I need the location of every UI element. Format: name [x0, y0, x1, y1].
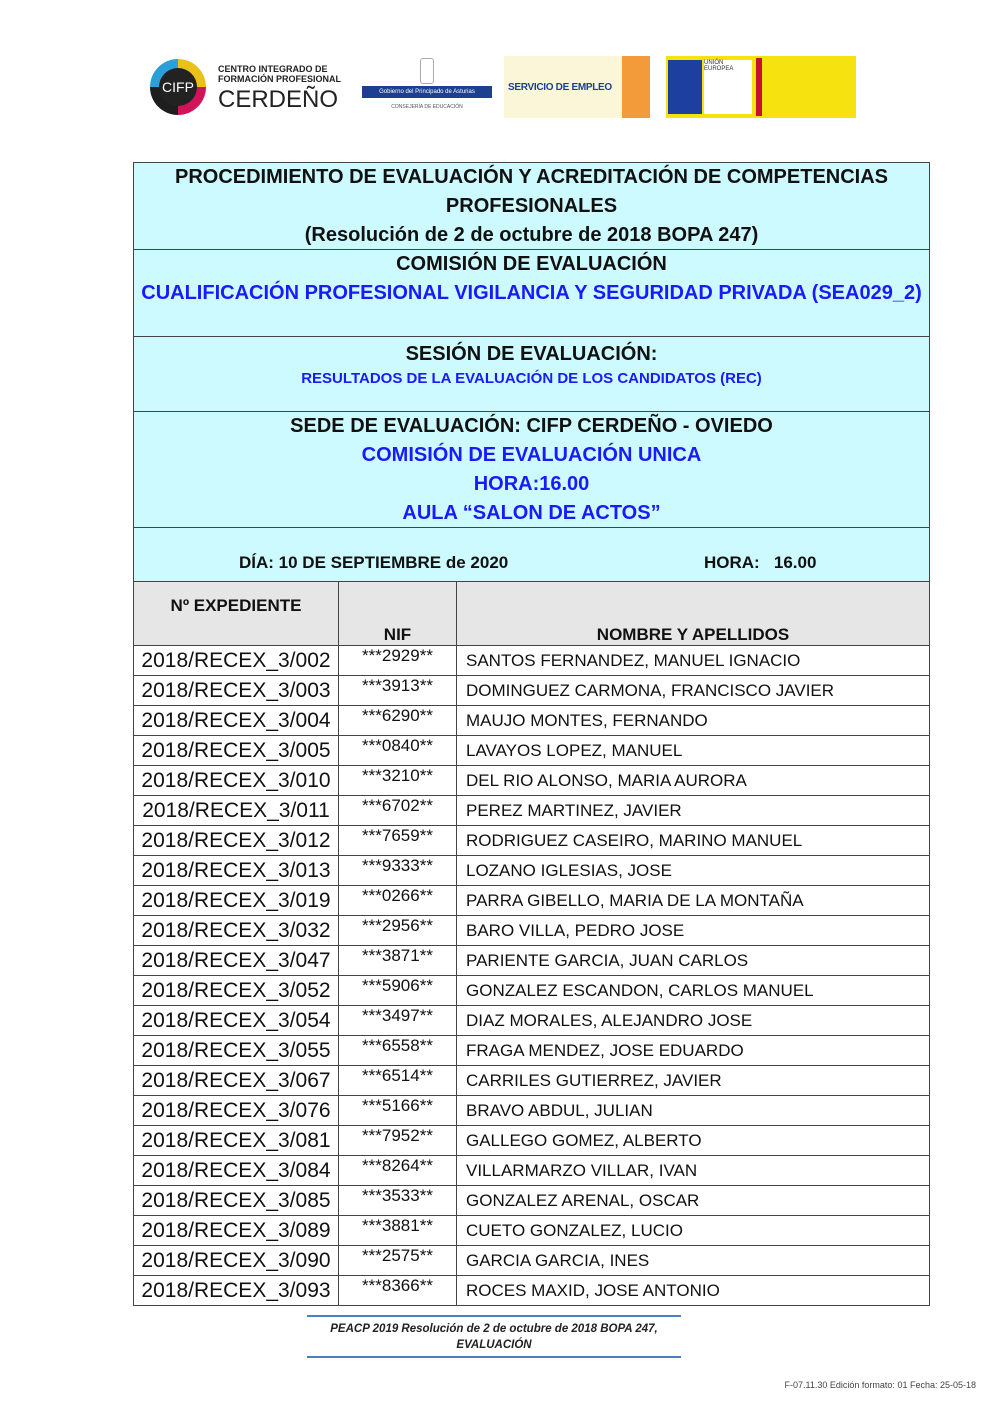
nif-cell: ***5166** — [339, 1096, 457, 1126]
nombre-cell: RODRIGUEZ CASEIRO, MARINO MANUEL — [457, 826, 930, 856]
comision-heading: COMISIÓN DE EVALUACIÓN — [396, 253, 667, 275]
servicio-empleo-logo — [504, 56, 650, 118]
table-row — [134, 1066, 930, 1096]
nombre-cell: SANTOS FERNANDEZ, MANUEL IGNACIO — [457, 646, 930, 676]
nombre-cell: FRAGA MENDEZ, JOSE EDUARDO — [457, 1036, 930, 1066]
cifp-line2: FORMACIÓN PROFESIONAL — [218, 74, 341, 84]
table-row — [134, 1036, 930, 1066]
union-europea-logo — [666, 56, 856, 118]
cifp-abbr: CIFP — [159, 68, 197, 106]
expediente-cell: 2018/RECEX_3/032 — [134, 916, 339, 946]
hora2-text: HORA: 16.00 — [704, 553, 817, 572]
format-code: F-07.11.30 Edición formato: 01 Fecha: 25-05-18 — [784, 1380, 976, 1390]
nif-cell: ***6514** — [339, 1066, 457, 1096]
expediente-cell: 2018/RECEX_3/011 — [134, 796, 339, 826]
expediente-cell: 2018/RECEX_3/003 — [134, 676, 339, 706]
gobierno-text: Gobierno del Principado de Asturias — [362, 86, 492, 98]
table-row — [134, 976, 930, 1006]
resultados-text: RESULTADOS DE LA EVALUACIÓN DE LOS CANDIDATOS (REC) — [301, 370, 762, 387]
nombre-cell: GALLEGO GOMEZ, ALBERTO — [457, 1126, 930, 1156]
table-row — [134, 1246, 930, 1276]
sepe-orange-block — [622, 56, 650, 118]
nif-cell: ***6702** — [339, 796, 457, 826]
footer-line2: EVALUACIÓN — [456, 1339, 532, 1351]
nombre-cell: GARCIA GARCIA, INES — [457, 1246, 930, 1276]
crest-icon — [420, 58, 434, 84]
expediente-cell: 2018/RECEX_3/081 — [134, 1126, 339, 1156]
expediente-cell: 2018/RECEX_3/076 — [134, 1096, 339, 1126]
nombre-cell: GONZALEZ ESCANDON, CARLOS MANUEL — [457, 976, 930, 1006]
comision-unica: COMISIÓN DE EVALUACIÓN UNICA — [361, 444, 702, 466]
nif-cell: ***9333** — [339, 856, 457, 886]
nombre-cell: CUETO GONZALEZ, LUCIO — [457, 1216, 930, 1246]
nombre-cell: DEL RIO ALONSO, MARIA AURORA — [457, 766, 930, 796]
nombre-cell: DIAZ MORALES, ALEJANDRO JOSE — [457, 1006, 930, 1036]
expediente-cell: 2018/RECEX_3/090 — [134, 1246, 339, 1276]
expediente-cell: 2018/RECEX_3/054 — [134, 1006, 339, 1036]
nif-cell: ***3210** — [339, 766, 457, 796]
table-row — [134, 856, 930, 886]
header-nombre: NOMBRE Y APELLIDOS — [457, 582, 930, 646]
nombre-cell: PARRA GIBELLO, MARIA DE LA MONTAÑA — [457, 886, 930, 916]
expediente-cell: 2018/RECEX_3/052 — [134, 976, 339, 1006]
header-nif: NIF — [339, 582, 457, 646]
expediente-cell: 2018/RECEX_3/004 — [134, 706, 339, 736]
expediente-cell: 2018/RECEX_3/085 — [134, 1186, 339, 1216]
sede-section — [133, 411, 930, 527]
nif-cell: ***8366** — [339, 1276, 457, 1306]
footer-reference — [307, 1315, 681, 1358]
table-row — [134, 1126, 930, 1156]
table-row — [134, 1216, 930, 1246]
nombre-cell: LAVAYOS LOPEZ, MANUEL — [457, 736, 930, 766]
expediente-cell: 2018/RECEX_3/093 — [134, 1276, 339, 1306]
nif-cell: ***5906** — [339, 976, 457, 1006]
table-row — [134, 736, 930, 766]
nif-cell: ***0266** — [339, 886, 457, 916]
cualificacion-text: CUALIFICACIÓN PROFESIONAL VIGILANCIA Y SEGURIDAD PRIVADA (SEA029_2) — [141, 282, 922, 304]
consejeria-text: CONSEJERÍA DE EDUCACIÓN — [391, 104, 463, 110]
expediente-cell: 2018/RECEX_3/084 — [134, 1156, 339, 1186]
expediente-cell: 2018/RECEX_3/067 — [134, 1066, 339, 1096]
expediente-cell: 2018/RECEX_3/002 — [134, 646, 339, 676]
cifp-cerdeno-logo — [148, 56, 348, 118]
nif-cell: ***0840** — [339, 736, 457, 766]
sesion-heading: SESIÓN DE EVALUACIÓN: — [405, 343, 658, 365]
table-row — [134, 676, 930, 706]
nombre-cell: CARRILES GUTIERREZ, JAVIER — [457, 1066, 930, 1096]
nombre-cell: DOMINGUEZ CARMONA, FRANCISCO JAVIER — [457, 676, 930, 706]
expediente-cell: 2018/RECEX_3/005 — [134, 736, 339, 766]
servicio-text: SERVICIO DE EMPLEO — [508, 82, 612, 93]
eu-flag-icon — [668, 60, 702, 114]
table-row — [134, 1156, 930, 1186]
table-row — [134, 646, 930, 676]
nif-cell: ***3871** — [339, 946, 457, 976]
cifp-line1: CENTRO INTEGRADO DE — [218, 64, 328, 74]
nif-cell: ***6558** — [339, 1036, 457, 1066]
expediente-cell: 2018/RECEX_3/012 — [134, 826, 339, 856]
nif-cell: ***2956** — [339, 916, 457, 946]
table-row — [134, 916, 930, 946]
title-line2: PROFESIONALES — [445, 195, 618, 217]
table-row — [134, 946, 930, 976]
nif-cell: ***3881** — [339, 1216, 457, 1246]
table-row — [134, 886, 930, 916]
sede-heading: SEDE DE EVALUACIÓN: CIFP CERDEÑO - OVIEDO — [290, 415, 773, 437]
nombre-cell: MAUJO MONTES, FERNANDO — [457, 706, 930, 736]
nombre-cell: GONZALEZ ARENAL, OSCAR — [457, 1186, 930, 1216]
spain-flag-icon — [756, 58, 762, 116]
procedure-title — [133, 162, 930, 249]
expediente-cell: 2018/RECEX_3/047 — [134, 946, 339, 976]
nombre-cell: LOZANO IGLESIAS, JOSE — [457, 856, 930, 886]
nif-cell: ***3533** — [339, 1186, 457, 1216]
comision-section — [133, 249, 930, 336]
expediente-cell: 2018/RECEX_3/013 — [134, 856, 339, 886]
union-text: UNIÓN EUROPEA — [704, 60, 752, 114]
nombre-cell: VILLARMARZO VILLAR, IVAN — [457, 1156, 930, 1186]
footer-line1: PEACP 2019 Resolución de 2 de octubre de 2018 BOPA 247, — [330, 1323, 658, 1335]
title-line1: PROCEDIMIENTO DE EVALUACIÓN Y ACREDITACIÓN DE COMPETENCIAS — [174, 166, 889, 188]
hora-text: HORA:16.00 — [473, 473, 590, 495]
nombre-cell: BARO VILLA, PEDRO JOSE — [457, 916, 930, 946]
logo-strip — [148, 56, 860, 118]
nif-cell: ***2575** — [339, 1246, 457, 1276]
expediente-cell: 2018/RECEX_3/089 — [134, 1216, 339, 1246]
nombre-cell: PEREZ MARTINEZ, JAVIER — [457, 796, 930, 826]
date-section — [133, 527, 930, 582]
table-row — [134, 826, 930, 856]
nif-cell: ***7952** — [339, 1126, 457, 1156]
nif-cell: ***7659** — [339, 826, 457, 856]
header-expediente: Nº EXPEDIENTE — [134, 582, 339, 646]
principado-asturias-logo — [362, 56, 492, 118]
table-row — [134, 796, 930, 826]
nif-cell: ***8264** — [339, 1156, 457, 1186]
table-row — [134, 1276, 930, 1306]
expediente-cell: 2018/RECEX_3/019 — [134, 886, 339, 916]
nif-cell: ***3497** — [339, 1006, 457, 1036]
nif-cell: ***2929** — [339, 646, 457, 676]
expediente-cell: 2018/RECEX_3/055 — [134, 1036, 339, 1066]
table-row — [134, 1006, 930, 1036]
candidates-table — [133, 581, 930, 1306]
table-row — [134, 1186, 930, 1216]
nombre-cell: ROCES MAXID, JOSE ANTONIO — [457, 1276, 930, 1306]
table-row — [134, 706, 930, 736]
cifp-name: CERDEÑO — [218, 86, 339, 113]
dia-text: DÍA: 10 DE SEPTIEMBRE de 2020 — [239, 553, 509, 572]
aula-text: AULA “SALON DE ACTOS” — [402, 502, 661, 524]
nombre-cell: PARIENTE GARCIA, JUAN CARLOS — [457, 946, 930, 976]
expediente-cell: 2018/RECEX_3/010 — [134, 766, 339, 796]
nif-cell: ***3913** — [339, 676, 457, 706]
table-row — [134, 1096, 930, 1126]
title-line3: (Resolución de 2 de octubre de 2018 BOPA 247) — [304, 224, 759, 246]
nombre-cell: BRAVO ABDUL, JULIAN — [457, 1096, 930, 1126]
sesion-section — [133, 336, 930, 411]
nif-cell: ***6290** — [339, 706, 457, 736]
table-row — [134, 766, 930, 796]
